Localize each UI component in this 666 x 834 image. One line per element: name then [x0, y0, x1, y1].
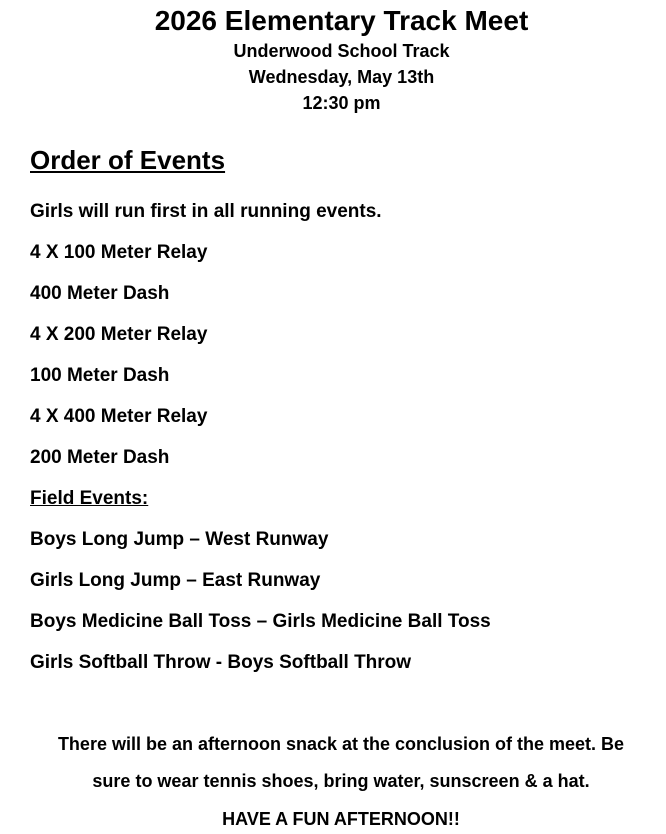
field-event-item: Girls Softball Throw - Boys Softball Throw	[30, 652, 412, 673]
event-item: 100 Meter Dash	[30, 365, 170, 386]
time-text: 12:30 pm	[302, 93, 381, 113]
closing-line-2: sure to wear tennis shoes, bring water, sunscreen & a hat.	[92, 771, 590, 791]
event-item: 400 Meter Dash	[30, 283, 170, 304]
field-event-item: Girls Long Jump – East Runway	[30, 570, 321, 591]
field-event-item: Boys Long Jump – West Runway	[30, 529, 329, 550]
closing-line-1: There will be an afternoon snack at the conclusion of the meet. Be	[57, 734, 625, 754]
field-events-heading: Field Events:	[30, 488, 149, 509]
location-text: Underwood School Track	[233, 41, 450, 61]
page-title: 2026 Elementary Track Meet	[154, 5, 529, 36]
order-of-events-heading: Order of Events	[30, 145, 226, 175]
closing-line-3: HAVE A FUN AFTERNOON!!	[222, 809, 460, 829]
date-text: Wednesday, May 13th	[248, 67, 435, 87]
event-item: 200 Meter Dash	[30, 447, 170, 468]
event-item: 4 X 200 Meter Relay	[30, 324, 208, 345]
running-note: Girls will run first in all running events.	[30, 201, 382, 222]
event-item: 4 X 400 Meter Relay	[30, 406, 208, 427]
field-event-item: Boys Medicine Ball Toss – Girls Medicine Ball Toss	[30, 611, 491, 632]
event-item: 4 X 100 Meter Relay	[30, 242, 208, 263]
